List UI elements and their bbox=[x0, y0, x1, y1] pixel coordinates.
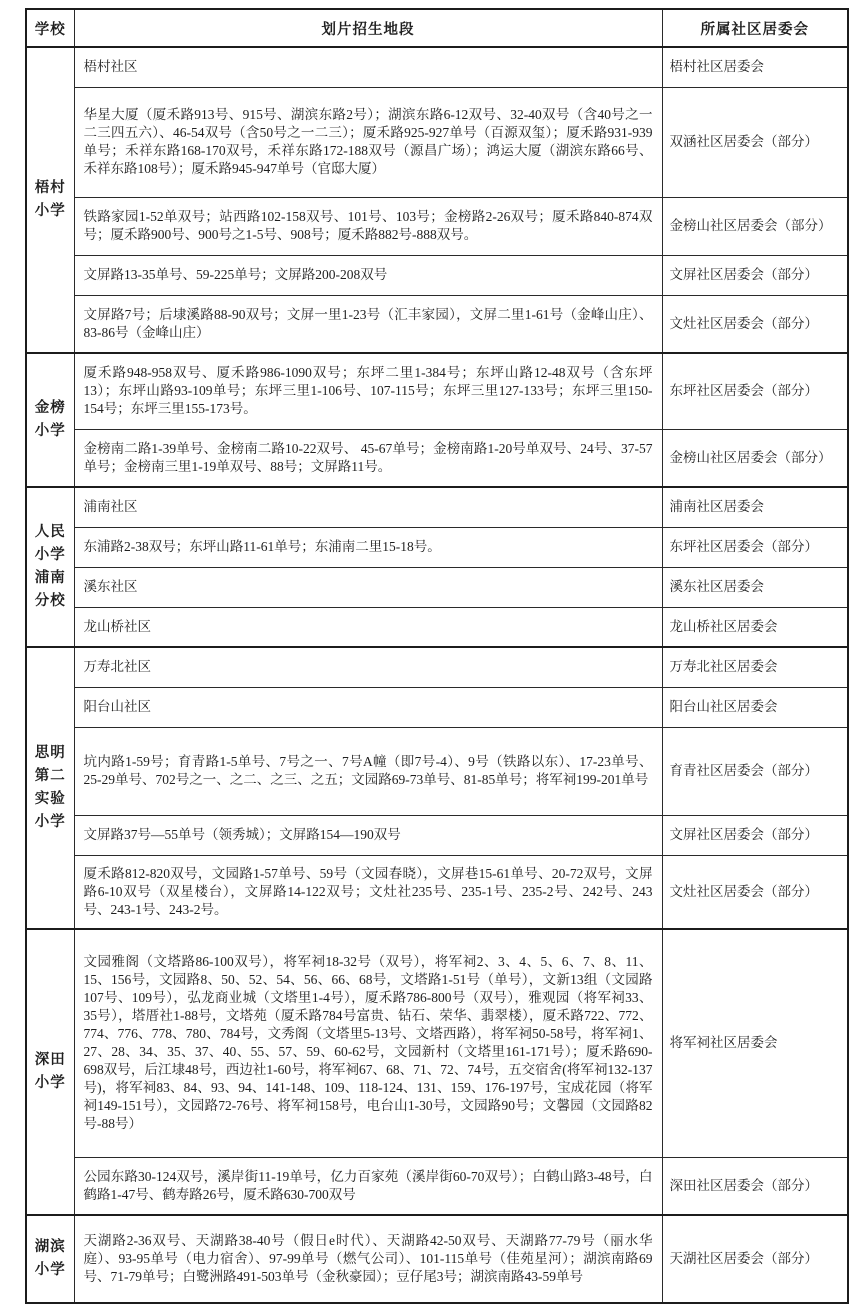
table-row bbox=[26, 687, 848, 727]
committee-cell: 梧村社区居委会 bbox=[662, 47, 848, 87]
committee-cell: 文灶社区居委会（部分） bbox=[662, 855, 848, 929]
district-cell: 阳台山社区 bbox=[74, 687, 662, 727]
school-cell: 人民小学浦南分校 bbox=[26, 487, 74, 647]
table-row bbox=[26, 487, 848, 527]
district-cell: 文屏路13-35单号、59-225单号；文屏路200-208双号 bbox=[74, 255, 662, 295]
column-header-district: 划片招生地段 bbox=[74, 9, 662, 47]
table-row bbox=[26, 255, 848, 295]
table-row bbox=[26, 47, 848, 87]
committee-cell: 天湖社区居委会（部分） bbox=[662, 1215, 848, 1303]
school-cell: 深田小学 bbox=[26, 929, 74, 1215]
district-cell: 文屏路37号—55单号（领秀城）；文屏路154—190双号 bbox=[74, 815, 662, 855]
district-cell: 华星大厦（厦禾路913号、915号、湖滨东路2号）；湖滨东路6-12双号、32-40双号（含40号之一二三四五六）、46-54双号（含50号之一二三）；厦禾路925-927单号（百源双玺）；厦禾路931-939单号；禾祥东路168-170双号，禾祥东路172-188双号（源昌广场）；鸿运大厦（湖滨东路66号、禾祥东路108号）；厦禾路945-947单号（官邸大厦） bbox=[74, 87, 662, 197]
committee-cell: 双涵社区居委会（部分） bbox=[662, 87, 848, 197]
school-cell: 思明第二实验小学 bbox=[26, 647, 74, 929]
district-cell: 浦南社区 bbox=[74, 487, 662, 527]
district-cell: 梧村社区 bbox=[74, 47, 662, 87]
committee-cell: 文灶社区居委会（部分） bbox=[662, 295, 848, 353]
table-row bbox=[26, 567, 848, 607]
committee-cell: 文屏社区居委会（部分） bbox=[662, 815, 848, 855]
table-row bbox=[26, 527, 848, 567]
enrollment-table bbox=[25, 8, 849, 1304]
column-header-committee: 所属社区居委会 bbox=[662, 9, 848, 47]
table-row bbox=[26, 1157, 848, 1215]
table-row bbox=[26, 855, 848, 929]
committee-cell: 金榜山社区居委会（部分） bbox=[662, 197, 848, 255]
table-row bbox=[26, 353, 848, 429]
column-header-school: 学校 bbox=[26, 9, 74, 47]
district-cell: 溪东社区 bbox=[74, 567, 662, 607]
district-cell: 文屏路7号；后埭溪路88-90双号；文屏一里1-23号（汇丰家园），文屏二里1-61号（金峰山庄）、83-86号（金峰山庄） bbox=[74, 295, 662, 353]
committee-cell: 万寿北社区居委会 bbox=[662, 647, 848, 687]
district-cell: 坑内路1-59号；育青路1-5单号、7号之一、7号A幢（即7号-4）、9号（铁路以东）、17-23单号、25-29单号、702号之一、之二、之三、之五；文园路69-73单号、81-85单号；将军祠199-201单号 bbox=[74, 727, 662, 815]
table-row bbox=[26, 1215, 848, 1303]
table-row bbox=[26, 727, 848, 815]
committee-cell: 东坪社区居委会（部分） bbox=[662, 527, 848, 567]
district-cell: 龙山桥社区 bbox=[74, 607, 662, 647]
committee-cell: 金榜山社区居委会（部分） bbox=[662, 429, 848, 487]
header-row bbox=[26, 9, 848, 47]
table-row bbox=[26, 607, 848, 647]
district-cell: 厦禾路812-820双号，文园路1-57单号、59号（文园春晓），文屏巷15-61单号、20-72双号，文屏路6-10双号（双星楼台），文屏路14-122双号；文灶社235号、235-1号、235-2号、242号、243号、243-1号、243-2号。 bbox=[74, 855, 662, 929]
district-cell: 万寿北社区 bbox=[74, 647, 662, 687]
school-cell: 梧村小学 bbox=[26, 47, 74, 353]
committee-cell: 阳台山社区居委会 bbox=[662, 687, 848, 727]
district-cell: 铁路家园1-52单双号；站西路102-158双号、101号、103号；金榜路2-26双号；厦禾路840-874双号；厦禾路900号、900号之1-5号、908号；厦禾路882号-888双号。 bbox=[74, 197, 662, 255]
table-row bbox=[26, 295, 848, 353]
table-row bbox=[26, 815, 848, 855]
table-row bbox=[26, 197, 848, 255]
school-cell: 湖滨小学 bbox=[26, 1215, 74, 1303]
school-cell: 金榜小学 bbox=[26, 353, 74, 487]
district-cell: 东浦路2-38双号；东坪山路11-61单号；东浦南二里15-18号。 bbox=[74, 527, 662, 567]
committee-cell: 深田社区居委会（部分） bbox=[662, 1157, 848, 1215]
committee-cell: 龙山桥社区居委会 bbox=[662, 607, 848, 647]
district-cell: 厦禾路948-958双号、厦禾路986-1090双号；东坪二里1-384号；东坪山路12-48双号（含东坪13）；东坪山路93-109单号；东坪三里1-106号、107-115号；东坪三里127-133号；东坪三里150-154号；东坪三里155-173号。 bbox=[74, 353, 662, 429]
table-row bbox=[26, 929, 848, 1157]
district-cell: 天湖路2-36双号、天湖路38-40号（假日e时代）、天湖路42-50双号、天湖路77-79号（丽水华庭）、93-95单号（电力宿舍）、97-99单号（燃气公司）、101-115单号（佳苑星河）；湖滨南路69号、71-79单号；白鹭洲路491-503单号（金秋豪园）；豆仔尾3号；湖滨南路43-59单号 bbox=[74, 1215, 662, 1303]
committee-cell: 东坪社区居委会（部分） bbox=[662, 353, 848, 429]
district-cell: 公园东路30-124双号，溪岸街11-19单号，亿力百家苑（溪岸街60-70双号）；白鹤山路3-48号，白鹤路1-47号、鹤寿路26号，厦禾路630-700双号 bbox=[74, 1157, 662, 1215]
district-cell: 文园雅阁（文塔路86-100双号），将军祠18-32号（双号），将军祠2、3、4、5、6、7、8、11、15、156号，文园路8、50、52、54、56、66、68号，文塔路1-51号（单号），文新13组（文园路107号、109号），弘龙商业城（文塔里1-4号），厦禾路786-800号（双号），雅观园（将军祠33、35号），塔厝社1-88号，文塔苑（厦禾路784号富贵、钻石、荣华、翡翠楼），厦禾路722、772、774、776、778、780、784号，文秀阁（文塔里5-13号、文塔西路），将军祠50-58号，将军祠1、27、28、34、35、37、40、55、57、59、60-62号，文园新村（文塔里161-171号）；厦禾路690-698双号，后江埭48号，西边社1-60号，将军祠67、68、71、72、74号，五交宿舍(将军祠132-137号)，将军祠83、84、93、94、141-148、109、118-124、131、159、176-197号，宝成花园（将军祠149-151号），文园路72-76号、将军祠158号，电台山1-30号，文园路90号；文馨园（文园路82号-88号） bbox=[74, 929, 662, 1157]
district-cell: 金榜南二路1-39单号、金榜南二路10-22双号、 45-67单号；金榜南路1-20号单双号、24号、37-57单号；金榜南三里1-19单双号、88号；文屏路11号。 bbox=[74, 429, 662, 487]
table-row bbox=[26, 429, 848, 487]
table-row bbox=[26, 87, 848, 197]
committee-cell: 育青社区居委会（部分） bbox=[662, 727, 848, 815]
committee-cell: 文屏社区居委会（部分） bbox=[662, 255, 848, 295]
committee-cell: 将军祠社区居委会 bbox=[662, 929, 848, 1157]
committee-cell: 溪东社区居委会 bbox=[662, 567, 848, 607]
committee-cell: 浦南社区居委会 bbox=[662, 487, 848, 527]
table-row bbox=[26, 647, 848, 687]
